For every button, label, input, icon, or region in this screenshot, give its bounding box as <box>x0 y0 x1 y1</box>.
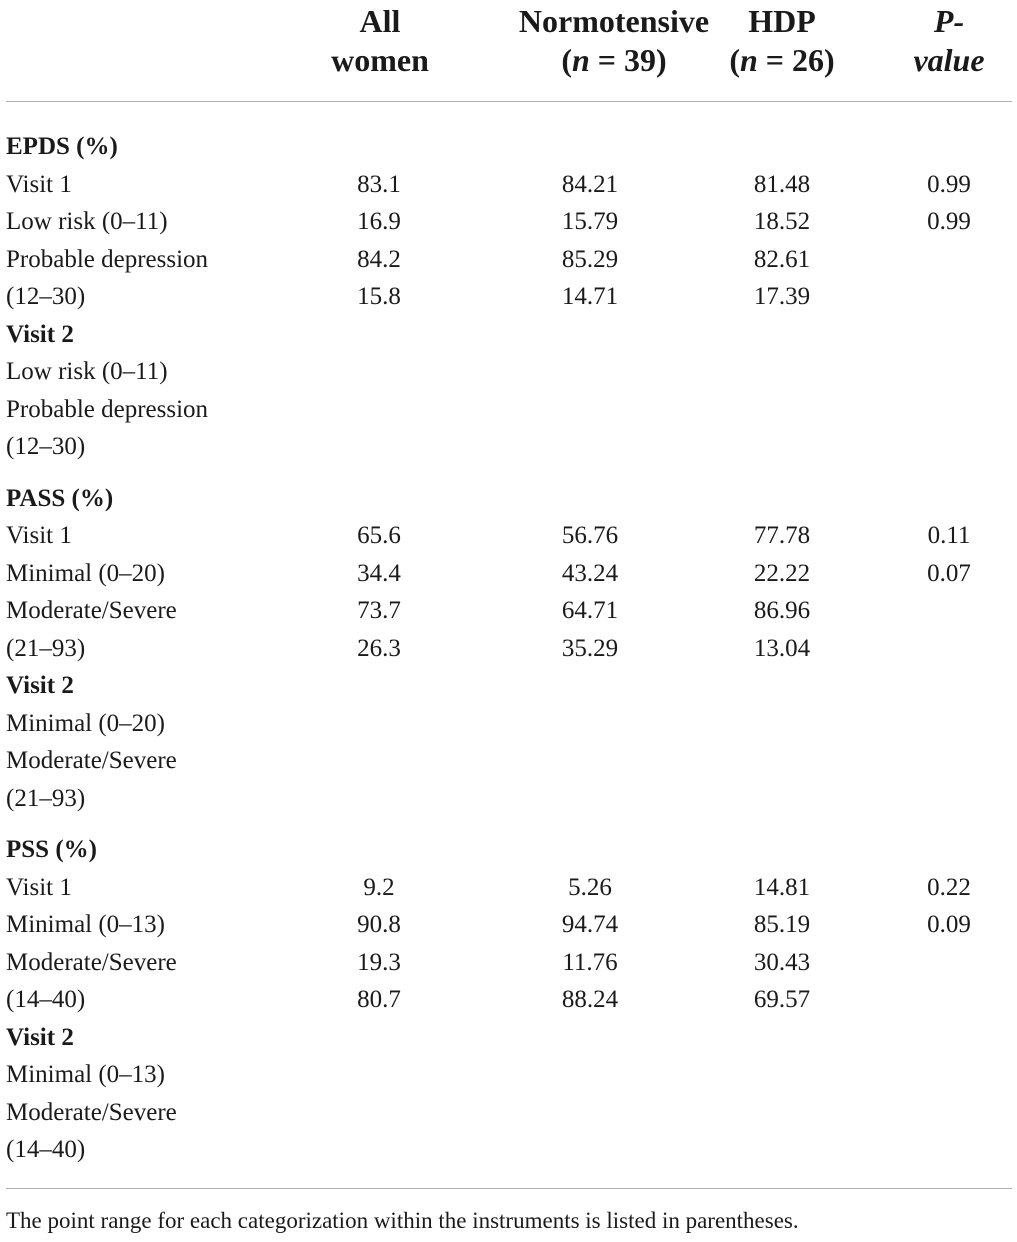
header-normotensive-line1: Normotensive <box>518 3 710 39</box>
cell-p-value: 0.22 <box>927 873 971 901</box>
cell-normotensive: 84.21 <box>561 170 619 198</box>
cell-hdp: 17.39 <box>753 283 811 310</box>
header-normotensive-n-rest: = 39) <box>589 42 667 78</box>
table-row <box>0 517 1017 555</box>
table-row <box>0 906 1017 944</box>
section-title: PASS (%) <box>6 484 114 512</box>
cell-hdp: 14.81 <box>753 873 811 901</box>
row-label: (12–30) <box>6 433 86 460</box>
cell-hdp: 22.22 <box>753 559 811 587</box>
row-label: Probable depression <box>6 395 209 423</box>
cell-p-value: 0.09 <box>927 911 971 938</box>
cell-normotensive: 5.26 <box>568 873 612 901</box>
table-row <box>0 1094 1017 1132</box>
row-label: Visit 2 <box>6 1023 74 1051</box>
header-hdp-line1: HDP <box>748 3 816 39</box>
table-row <box>0 391 1017 429</box>
cell-all-women: 15.8 <box>357 283 401 310</box>
header-all-women <box>300 2 460 80</box>
row-label: Moderate/Severe <box>6 597 177 624</box>
section-title-row <box>0 480 1017 518</box>
table-row <box>0 1131 1017 1169</box>
cell-normotensive: 15.79 <box>561 208 619 235</box>
row-label: Visit 1 <box>6 170 72 198</box>
table-row <box>0 869 1017 907</box>
cell-all-women: 83.1 <box>357 170 401 198</box>
cell-normotensive: 85.29 <box>561 245 619 273</box>
cell-hdp: 81.48 <box>753 170 811 198</box>
table-row <box>0 1019 1017 1057</box>
cell-hdp: 69.57 <box>753 986 811 1013</box>
cell-hdp: 77.78 <box>753 522 811 549</box>
row-label: (14–40) <box>6 986 86 1013</box>
header-normotensive-open-paren: ( <box>561 42 572 78</box>
cell-p-value: 0.11 <box>927 522 971 549</box>
header-all-women-line2: women <box>331 42 429 78</box>
row-label: Visit 1 <box>6 522 72 549</box>
cell-all-women: 34.4 <box>357 559 401 587</box>
table-row <box>0 705 1017 743</box>
cell-hdp: 13.04 <box>753 634 811 662</box>
table-header <box>0 0 1017 100</box>
row-label: Visit 1 <box>6 873 72 901</box>
table-row <box>0 592 1017 630</box>
cell-hdp: 82.61 <box>753 245 811 273</box>
row-label: Visit 2 <box>6 672 74 699</box>
header-hdp-line2 <box>700 41 864 80</box>
table-row <box>0 630 1017 668</box>
row-label: Moderate/Severe <box>6 948 177 976</box>
cell-all-women: 16.9 <box>357 208 401 235</box>
cell-all-women: 65.6 <box>357 522 401 549</box>
table-footnote: The point range for each categorization within the instruments is listed in parentheses. <box>6 1208 799 1233</box>
cell-hdp: 18.52 <box>753 208 811 235</box>
table-row <box>0 203 1017 241</box>
table-row <box>0 981 1017 1019</box>
cell-all-women: 80.7 <box>357 986 401 1013</box>
row-label: Low risk (0–11) <box>6 208 168 235</box>
header-normotensive-n-var: n <box>571 42 590 78</box>
cell-normotensive: 56.76 <box>561 522 619 549</box>
row-label: Low risk (0–11) <box>6 358 168 385</box>
table-row <box>0 428 1017 466</box>
table-row <box>0 241 1017 279</box>
section-gap <box>0 466 1017 480</box>
table-row <box>0 944 1017 982</box>
section-gap <box>0 817 1017 831</box>
table-row <box>0 742 1017 780</box>
row-label: Probable depression <box>6 245 209 273</box>
section-title-row <box>0 128 1017 166</box>
cell-normotensive: 35.29 <box>561 634 619 662</box>
cell-all-women: 9.2 <box>363 873 395 901</box>
row-label: Minimal (0–20) <box>6 709 166 737</box>
table-row <box>0 1056 1017 1094</box>
row-label: (14–40) <box>6 1136 86 1163</box>
table-row <box>0 667 1017 705</box>
cell-normotensive: 94.74 <box>561 911 619 938</box>
row-label: (12–30) <box>6 283 86 310</box>
table-row <box>0 353 1017 391</box>
section-title-row <box>0 831 1017 869</box>
cell-normotensive: 43.24 <box>561 559 619 587</box>
table-row <box>0 316 1017 354</box>
cell-normotensive: 11.76 <box>562 948 618 976</box>
cell-hdp: 85.19 <box>753 911 811 938</box>
section-title: EPDS (%) <box>6 133 118 160</box>
cell-all-women: 84.2 <box>357 245 401 273</box>
header-p-value-line1: P- <box>933 3 965 39</box>
cell-all-women: 73.7 <box>357 597 401 624</box>
row-label: Minimal (0–13) <box>6 911 166 938</box>
row-label: Minimal (0–13) <box>6 1061 166 1088</box>
header-p-value <box>889 2 1009 80</box>
header-normotensive <box>500 2 728 80</box>
table-row <box>0 555 1017 593</box>
cell-normotensive: 64.71 <box>561 597 619 624</box>
cell-hdp: 86.96 <box>753 597 811 624</box>
cell-all-women: 90.8 <box>357 911 401 938</box>
header-normotensive-line2 <box>500 41 728 80</box>
cell-hdp: 30.43 <box>753 948 811 976</box>
table-row <box>0 780 1017 818</box>
table-row <box>0 278 1017 316</box>
row-label: Moderate/Severe <box>6 1098 177 1126</box>
cell-p-value: 0.99 <box>927 208 971 235</box>
cell-p-value: 0.07 <box>927 559 971 587</box>
header-all-women-line1: All <box>359 3 401 39</box>
row-label: Minimal (0–20) <box>6 559 166 587</box>
section-title: PSS (%) <box>6 836 97 863</box>
header-hdp-open-paren: ( <box>729 42 740 78</box>
table-body <box>0 128 1017 1169</box>
header-rule <box>6 101 1012 102</box>
cell-all-women: 19.3 <box>357 948 401 976</box>
cell-normotensive: 88.24 <box>561 986 619 1013</box>
cell-p-value: 0.99 <box>927 170 971 198</box>
footer-rule <box>6 1188 1012 1189</box>
header-hdp-n-rest: = 26) <box>757 42 835 78</box>
row-label: Visit 2 <box>6 320 74 348</box>
table-row <box>0 166 1017 204</box>
cell-all-women: 26.3 <box>357 634 401 662</box>
row-label: Moderate/Severe <box>6 747 177 774</box>
header-hdp-n-var: n <box>739 42 758 78</box>
row-label: (21–93) <box>6 784 86 812</box>
row-label: (21–93) <box>6 634 86 662</box>
header-hdp <box>700 2 864 80</box>
cell-normotensive: 14.71 <box>561 283 619 310</box>
header-p-value-line2: value <box>913 42 985 78</box>
